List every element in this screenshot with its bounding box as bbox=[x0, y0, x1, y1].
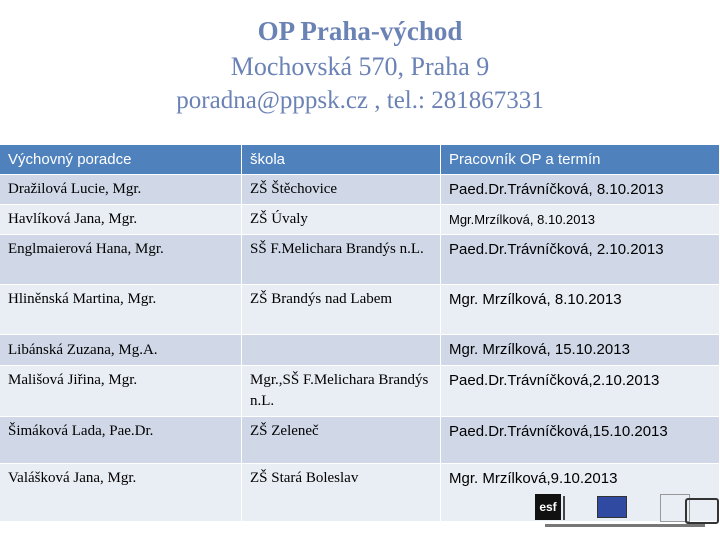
advisor-cell: Dražilová Lucie, Mgr. bbox=[0, 175, 242, 205]
office-address: Mochovská 570, Praha 9 bbox=[230, 52, 490, 81]
column-header-worker-date: Pracovník OP a termín bbox=[441, 145, 720, 175]
worker-date-cell: Mgr. Mrzílková,9.10.2013 bbox=[441, 464, 720, 522]
advisor-cell: Englmaierová Hana, Mgr. bbox=[0, 235, 242, 285]
school-cell: ZŠ Štěchovice bbox=[242, 175, 441, 205]
school-cell: ZŠ Úvaly bbox=[242, 205, 441, 235]
advisor-cell: Šimáková Lada, Pae.Dr. bbox=[0, 417, 242, 464]
table-header-row bbox=[0, 145, 720, 175]
advisor-cell: Valášková Jana, Mgr. bbox=[0, 464, 242, 522]
table-row bbox=[0, 235, 720, 285]
advisor-cell: Havlíková Jana, Mgr. bbox=[0, 205, 242, 235]
worker-date-cell: Paed.Dr.Trávníčková, 2.10.2013 bbox=[441, 235, 720, 285]
worker-date-cell: Mgr. Mrzílková, 15.10.2013 bbox=[441, 335, 720, 366]
school-cell: ZŠ Zeleneč bbox=[242, 417, 441, 464]
table-row bbox=[0, 175, 720, 205]
advisor-cell: Libánská Zuzana, Mg.A. bbox=[0, 335, 242, 366]
table-row bbox=[0, 205, 720, 235]
school-cell: SŠ F.Melichara Brandýs n.L. bbox=[242, 235, 441, 285]
advisor-cell: Mališová Jiřina, Mgr. bbox=[0, 366, 242, 417]
esf-logo: esf bbox=[535, 494, 561, 520]
table-row bbox=[0, 335, 720, 366]
school-cell: ZŠ Stará Boleslav bbox=[242, 464, 441, 522]
worker-date-cell: Paed.Dr.Trávníčková,15.10.2013 bbox=[441, 417, 720, 464]
op-vk-logo bbox=[685, 498, 719, 524]
school-cell: ZŠ Brandýs nad Labem bbox=[242, 285, 441, 335]
logos-footer-strip bbox=[545, 524, 705, 527]
school-cell: Mgr.,SŠ F.Melichara Brandýs n.L. bbox=[242, 366, 441, 417]
worker-date-cell: Paed.Dr.Trávníčková, 8.10.2013 bbox=[441, 175, 720, 205]
worker-date-cell: Mgr.Mrzílková, 8.10.2013 bbox=[441, 205, 720, 235]
column-header-school: škola bbox=[242, 145, 441, 175]
worker-date-cell: Paed.Dr.Trávníčková,2.10.2013 bbox=[441, 366, 720, 417]
funding-logos bbox=[535, 494, 720, 534]
table-row bbox=[0, 366, 720, 417]
worker-date-cell: Mgr. Mrzílková, 8.10.2013 bbox=[441, 285, 720, 335]
table-row bbox=[0, 417, 720, 464]
school-cell bbox=[242, 335, 441, 366]
advisor-cell: Hliněnská Martina, Mgr. bbox=[0, 285, 242, 335]
office-title: OP Praha-východ bbox=[257, 16, 463, 46]
column-header-advisor: Výchovný poradce bbox=[0, 145, 242, 175]
office-contact: poradna@pppsk.cz , tel.: 281867331 bbox=[176, 87, 544, 114]
eu-flag-icon bbox=[597, 496, 627, 518]
advisors-table bbox=[0, 145, 720, 522]
table-row bbox=[0, 285, 720, 335]
